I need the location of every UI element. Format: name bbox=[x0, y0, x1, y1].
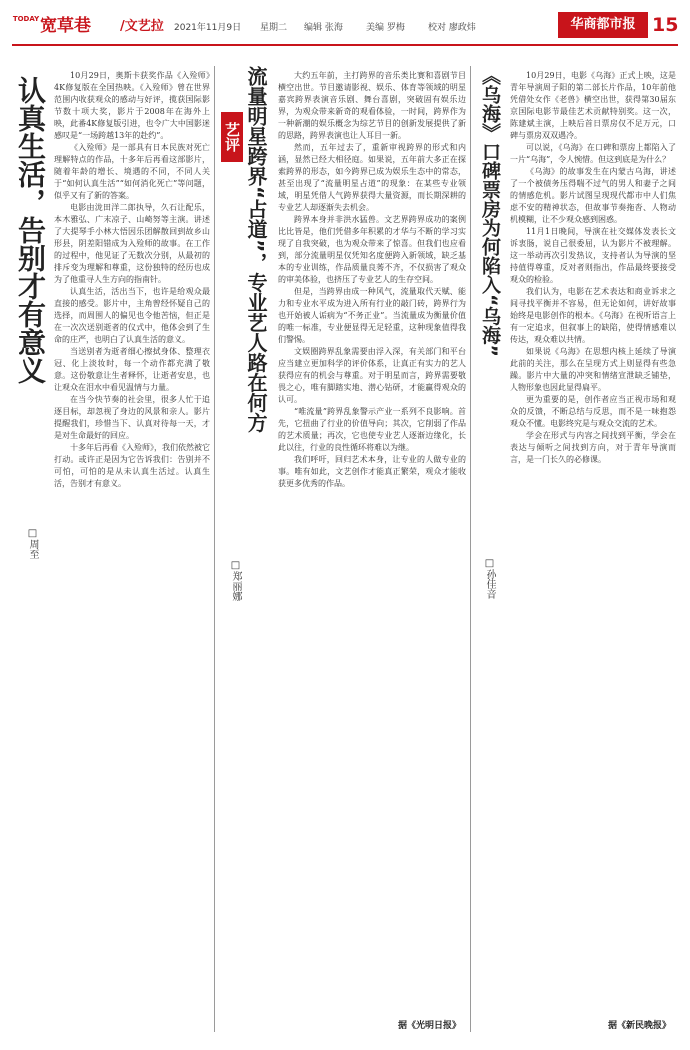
section-name: /文艺拉 bbox=[120, 19, 164, 34]
article-paragraph: 认真生活，活出当下，也许是给观众最直接的感受。影片中，主角曾经怀疑自己的选择，而周围人的偏见也令他苦恼，但正是在一次次送别逝者的仪式中，他体会到了生命的庄严，也明白了认真生活的意义。 bbox=[54, 287, 210, 344]
column-name: 宽草巷 bbox=[40, 16, 91, 36]
article-2-author: □郑丽娜 bbox=[230, 560, 241, 601]
article-paragraph: 如果说《乌海》在思想内核上延续了导演此前的关注，那么在呈现方式上则显得有些急躁。影片中大量的冲突和情绪宣泄缺乏铺垫，人物形象也因此显得扁平。 bbox=[510, 347, 676, 392]
article-paragraph: 大约五年前，主打跨界的音乐类比赛和喜剧节目横空出世。节目邀请影视、娱乐、体育等领域的明星嘉宾跨界表演音乐剧、舞台喜剧，突破固有娱乐边界，为观众带来新奇的观看体验，一时间，跨界作为一种新潮的娱乐概念为综艺节目的创新发展提供了新的思路，跨界表演也让人耳目一新。 bbox=[278, 71, 466, 140]
editor-credit: 编辑 张海 bbox=[304, 23, 343, 33]
article-3-body bbox=[510, 70, 676, 1016]
article-paragraph: 可以说，《乌海》在口碑和票房上都陷入了一片“乌海”，令人惋惜。但这到底是为什么？ bbox=[510, 143, 676, 164]
page-header bbox=[12, 12, 678, 42]
article-paragraph: 10月29日，电影《乌海》正式上映，这是青年导演周子阳的第二部长片作品，10年前他凭借处女作《老兽》横空出世，获得第30届东京国际电影节最佳艺术贡献特别奖。这一次，陈建斌主演，上映后首日票房仅不足万元，口碑与票房双双遇冷。 bbox=[510, 71, 676, 140]
article-paragraph: 电影由泷田洋二郎执导，久石让配乐，本木雅弘、广末凉子、山崎努等主演。讲述了大提琴手小林大悟因乐团解散回到故乡山形县，阴差阳错成为入殓师的故事。在工作的过程中，他见证了无数次分别，从最初的排斥变为理解和尊重，这份独特的经历也成为了他重寻人生方向的指南针。 bbox=[54, 203, 210, 284]
article-paragraph: 10月29日，奥斯卡获奖作品《入殓师》4K修复版在全国热映。《入殓师》曾在世界范围内收获观众的感动与好评，揽获国际影节数十项大奖，影片于2008年在海外上映，此番4K修复版引进，也令广大中国影迷感叹是“一场跨越13年的赴约”。 bbox=[54, 71, 210, 140]
column-divider bbox=[214, 66, 215, 1032]
article-paragraph: 我们认为，电影在艺术表达和商业诉求之间寻找平衡并不容易，但无论如何，讲好故事始终是电影创作的根本。《乌海》在视听语言上有一定追求，但叙事上的缺陷，使得情感难以传达，观众难以共情。 bbox=[510, 287, 676, 344]
article-paragraph: 11月1日晚间，导演在社交媒体发表长文诉衷肠，说自己很委屈，认为影片不被理解。这一举动再次引发热议，支持者认为导演的坚持值得尊重，反对者则指出，作品最终要接受观众的检验。 bbox=[510, 227, 676, 284]
article-paragraph: 然而，五年过去了，重新审视跨界的形式和内涵，显然已经大相径庭。如果说，五年前大多正在探索跨界的形态，如今跨界已成为娱乐生态中的常态，甚至出现了“流量明星占道”的现象：在某些专业领域，明星凭借人气跨界获得大量资源，而长期深耕的专业艺人却逐渐失去机会。 bbox=[278, 143, 466, 212]
article-2-title: 流量明星跨界“占道”，专业艺人路在何方 bbox=[244, 66, 268, 433]
article-1-author: □周至 bbox=[27, 528, 38, 559]
article-paragraph: 更为重要的是，创作者应当正视市场和观众的反馈，不断总结与反思，而不是一味抱怨观众不懂。电影终究是与观众交流的艺术。 bbox=[510, 395, 676, 428]
article-paragraph: 《入殓师》是一部具有日本民族对死亡理解特点的作品，十多年后再看这部影片，随着年龄的增长、境遇的不同，不同人关于“如何认真生活”“如何消化死亡”等问题，似乎又有了新的答案。 bbox=[54, 143, 210, 200]
article-paragraph: 十多年后再看《入殓师》，我们依然被它打动。或许正是因为它告诉我们：告别并不可怕，可怕的是从未认真生活过。认真生活，告别才有意义。 bbox=[54, 443, 210, 488]
column-divider bbox=[470, 66, 471, 1032]
article-paragraph: 跨界本身并非洪水猛兽。文艺界跨界成功的案例比比皆是，他们凭借多年积累的才华与不断的学习实现了自我突破，也为观众带来了惊喜。但我们也应看到，部分流量明星仅凭知名度便跨入新领域，缺乏基本的专业训练，作品质量良莠不齐，不仅损害了观众的审美体验，也挤压了专业艺人的生存空间。 bbox=[278, 215, 466, 284]
issue-weekday: 星期二 bbox=[260, 23, 288, 33]
proofreader-credit: 校对 廖政炜 bbox=[428, 23, 476, 33]
paper-logo: TODAY bbox=[12, 15, 40, 23]
article-1-title: 认真生活，告别才有意义 bbox=[14, 76, 47, 384]
page-number: 15 bbox=[652, 14, 679, 36]
article-1-body bbox=[54, 70, 210, 1032]
header-rule bbox=[12, 44, 678, 46]
article-3-source: 据《新民晚报》 bbox=[608, 1021, 672, 1031]
designer-credit: 美编 罗梅 bbox=[366, 23, 405, 33]
article-2-body bbox=[278, 70, 466, 1016]
article-paragraph: 《乌海》的故事发生在内蒙古乌海，讲述了一个被债务压得喘不过气的男人和妻子之间的情感危机。影片试图呈现现代都市中人们焦虑不安的精神状态，但故事节奏拖沓、人物动机模糊，让不少观众感到困惑。 bbox=[510, 167, 676, 224]
article-paragraph: 但是，当跨界由成一种风气，流量取代天赋、能力和专业水平成为进入所有行业的敲门砖，跨界行为也开始被人诟病为“不务正业”。当流量成为衡量价值的唯一标准，专业便显得无足轻重，这种现象值得我们警惕。 bbox=[278, 287, 466, 344]
paper-name: 华商都市报 bbox=[558, 12, 648, 38]
article-paragraph: “唯流量”跨界乱象警示产业一系列不良影响。首先，它扭曲了行业的价值导向；其次，它削弱了作品的艺术质量；再次，它也使专业艺人逐渐边缘化，长此以往，行业的良性循环将难以为继。 bbox=[278, 407, 466, 452]
article-paragraph: 在当今快节奏的社会里，很多人忙于追逐目标，却忽视了身边的风景和亲人。影片提醒我们，珍惜当下、认真对待每一天，才是对生命最好的回应。 bbox=[54, 395, 210, 440]
issue-date: 2021年11月9日 bbox=[174, 23, 242, 33]
article-paragraph: 我们呼吁，回归艺术本身，让专业的人做专业的事。唯有如此，文艺创作才能真正繁荣，观众才能收获更多优秀的作品。 bbox=[278, 455, 466, 488]
article-paragraph: 文娱圈跨界乱象需要由浮入深，有关部门和平台应当建立更加科学的评价体系，让真正有实力的艺人获得应有的机会与尊重。对于明星而言，跨界需要敬畏之心，唯有脚踏实地、潜心钻研，才能赢得观众的认可。 bbox=[278, 347, 466, 404]
article-2-source: 据《光明日报》 bbox=[398, 1021, 462, 1031]
article-3-author: □孙佳音 bbox=[484, 558, 495, 599]
article-3-title: 《乌海》口碑票房为何陷入“乌海” bbox=[479, 66, 501, 357]
article-paragraph: 当送别者为逝者细心擦拭身体、整理衣冠、化上淡妆时，每一个动作都充满了敬意。这份敬意让生者释怀，让逝者安息，也让观众在泪水中看见温情与力量。 bbox=[54, 347, 210, 392]
review-tag: 艺评 bbox=[221, 112, 243, 162]
article-paragraph: 学会在形式与内容之间找到平衡，学会在表达与倾听之间找到方向，对于青年导演而言，是一门长久的必修课。 bbox=[510, 431, 676, 464]
